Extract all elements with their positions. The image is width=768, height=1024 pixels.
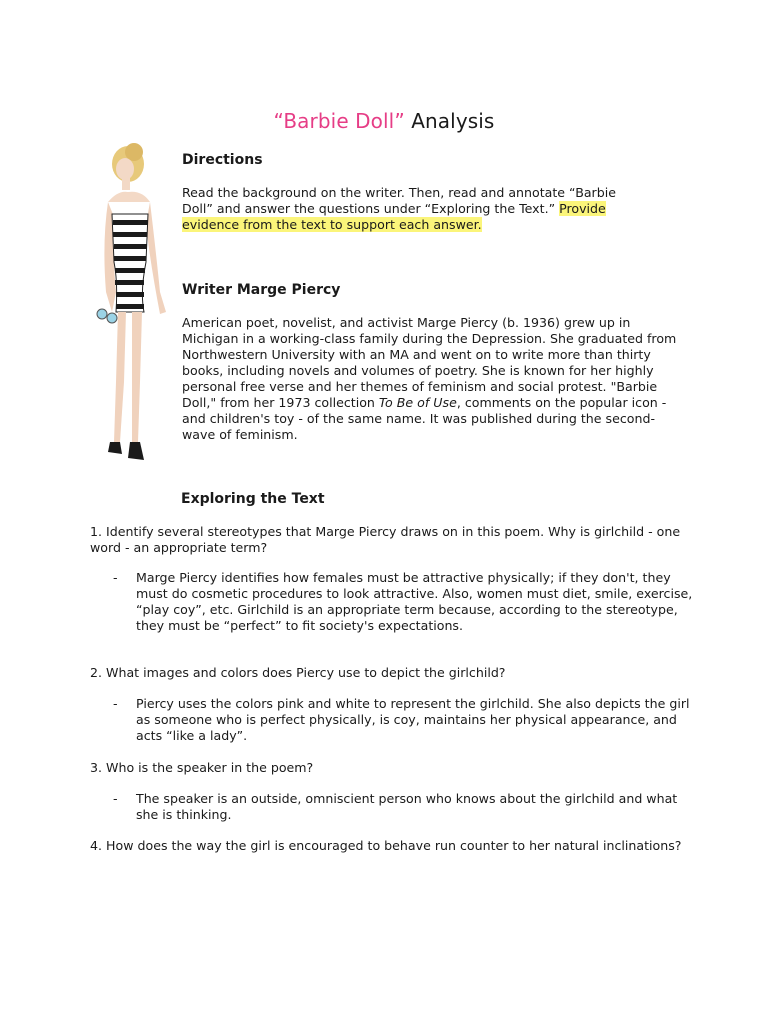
title-rest: Analysis	[404, 109, 495, 133]
directions-text	[182, 185, 642, 233]
directions-highlight: Provide evidence from the text to support each answer.	[182, 201, 606, 232]
answer-3-dash: -	[113, 791, 118, 806]
directions-body: Read the background on the writer. Then, read and annotate “Barbie Doll” and answer the questions under “Exploring the Text.”	[182, 185, 616, 216]
answer-2-dash: -	[113, 696, 118, 711]
answer-1: Marge Piercy identifies how females must be attractive physically; if they don't, they must do cosmetic procedures to look attractive. Also, women must diet, smile, exercise, “play coy”, etc. Girlchild is an appropriate term because, according to the stereotype, they must be “perfect” to fit society's expectations.	[136, 570, 693, 633]
title-quoted: “Barbie Doll”	[273, 109, 405, 133]
directions-heading: Directions	[182, 152, 263, 168]
barbie-doll-image	[88, 142, 172, 470]
writer-text-after: , comments on the popular icon - and children's toy - of the same name. It was published during the second-wave of feminism.	[182, 395, 667, 442]
question-4: 4. How does the way the girl is encouraged to behave run counter to her natural inclinations?	[90, 838, 682, 853]
page-title	[0, 109, 768, 133]
question-1: 1. Identify several stereotypes that Marge Piercy draws on in this poem. Why is girlchild - one word - an appropriate term?	[90, 524, 681, 555]
answer-2: Piercy uses the colors pink and white to represent the girlchild. She also depicts the girl as someone who is perfect physically, is coy, maintains her physical appearance, and acts “like a lady”.	[136, 696, 690, 743]
answer-1-dash: -	[113, 570, 118, 585]
collection-title: To Be of Use	[378, 395, 457, 410]
writer-heading: Writer Marge Piercy	[182, 282, 341, 298]
answer-3: The speaker is an outside, omniscient person who knows about the girlchild and what she is thinking.	[136, 791, 678, 822]
question-2: 2. What images and colors does Piercy use to depict the girlchild?	[90, 665, 506, 680]
writer-paragraph	[182, 315, 680, 443]
question-3: 3. Who is the speaker in the poem?	[90, 760, 314, 775]
writer-text-before: American poet, novelist, and activist Marge Piercy (b. 1936) grew up in Michigan in a working-class family during the Depression. She graduated from Northwestern University with an MA and went on to write more than thirty books, including novels and volumes of poetry. She is known for her highly personal free verse and her themes of feminism and social protest. "Barbie Doll," from her 1973 collection	[182, 315, 677, 410]
exploring-heading: Exploring the Text	[181, 491, 325, 507]
